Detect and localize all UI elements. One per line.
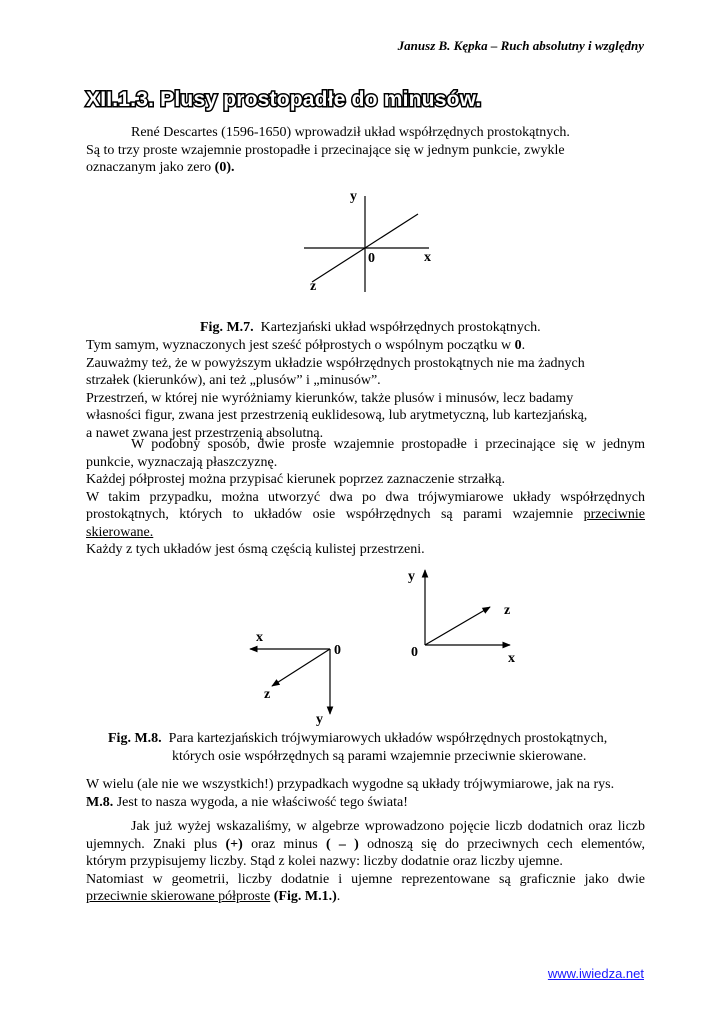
fig-m7-caption	[200, 319, 541, 337]
paragraph-signs: Jak już wyżej wskazaliśmy, w algebrze wprowadzono pojęcie liczb dodatnich oraz liczb ujemnych. Znaki plus (+) oraz minus ( – ) odnoszą się do przeciwnych cech elementów, którym przypisujemy liczby. Stąd z kolei nazwy: liczby dodatnie oraz liczby ujemne. Natomiast w geometrii, liczby dodatnie i ujemne reprezentowane są graficznie jako dwie przeciwnie skierowane półproste (Fig. M.1.).	[86, 819, 645, 904]
right-z-axis	[425, 607, 490, 645]
intro-line: Są to trzy proste wzajemnie prostopadłe i przecinające się w jednym punkcie, zwykle	[86, 142, 565, 158]
left-coordinate-system	[250, 630, 341, 727]
paragraph-euclidean: Tym samym, wyznaczonych jest sześć półprostych o wspólnym początku w 0. Zauważmy też, że w powyższym układzie współrzędnych prostokątnych nie ma żadnych strzałek (kierunków), ani też „plusów” i „minusów”. Przestrzeń, w której nie wyróżniamy kierunków, także plusów i minusów, lecz badamy własności figur, zwana jest przestrzenią euklidesową, lub arytmetyczną, lub kartezjańską, a nawet zwana jest przestrzenią absolutną.	[86, 338, 588, 441]
fig2-left-label-origin: 0	[334, 643, 341, 658]
right-coordinate-system	[408, 569, 515, 666]
fig1-label-z: z	[310, 279, 317, 294]
intro-line: René Descartes (1596-1650) wprowadził układ współrzędnych prostokątnych.	[131, 125, 570, 140]
intro-paragraph	[86, 124, 645, 177]
fig2-right-label-origin: 0	[411, 645, 418, 660]
fig2-right-label-x: x	[508, 651, 515, 666]
footer-link[interactable]: www.iwiedza.net	[547, 966, 644, 981]
figure-m7	[284, 180, 444, 305]
fig-m7-number: Fig. M.7.	[200, 320, 254, 335]
section-title: XII.1.3. Plusy prostopadłe do minusów.	[86, 88, 482, 111]
intro-line: oznaczanym jako zero (0).	[86, 160, 235, 175]
fig-m7-text: Kartezjański układ współrzędnych prostokątnych.	[260, 320, 541, 335]
paragraph-convenience: W wielu (ale nie we wszystkich!) przypadkach wygodne są układy trójwymiarowe, jak na rys. M.8. Jest to nasza wygoda, a nie właściwość tego świata!	[86, 777, 615, 810]
fig2-left-label-z: z	[264, 687, 271, 702]
fig1-label-origin: 0	[368, 251, 375, 266]
paragraph-plane: W podobny sposób, dwie proste wzajemnie prostopadłe i przecinające się w jednym punkcie, wyznaczają płaszczyznę. Każdej półprostej można przypisać kierunek poprzez zaznaczenie strzałką. W takim przypadku, można utworzyć dwa po dwa trójwymiarowe układy współrzędnych prostokątnych, których to układów osie współrzędnych są parami wzajemnie przeciwnie skierowane. Każdy z tych układów jest ósmą częścią kulistej przestrzeni.	[86, 437, 646, 557]
fig-m8-number: Fig. M.8.	[108, 731, 162, 746]
fig-m8-caption: Fig. M.8. Para kartezjańskich trójwymiarowych układów współrzędnych prostokątnych, których osie współrzędnych są parami wzajemnie przeciwnie skierowane.	[108, 731, 608, 764]
fig2-left-label-x: x	[256, 630, 263, 645]
fig2-left-label-y: y	[316, 712, 323, 727]
left-z-axis	[272, 649, 330, 686]
fig1-label-x: x	[424, 250, 431, 265]
zero-mark: (0).	[214, 160, 235, 175]
fig2-right-label-y: y	[408, 569, 415, 584]
fig2-right-label-z: z	[504, 603, 511, 618]
fig1-label-y: y	[350, 189, 357, 204]
figure-m8	[228, 562, 548, 732]
page-header: Janusz B. Kępka – Ruch absolutny i względny	[397, 38, 644, 53]
